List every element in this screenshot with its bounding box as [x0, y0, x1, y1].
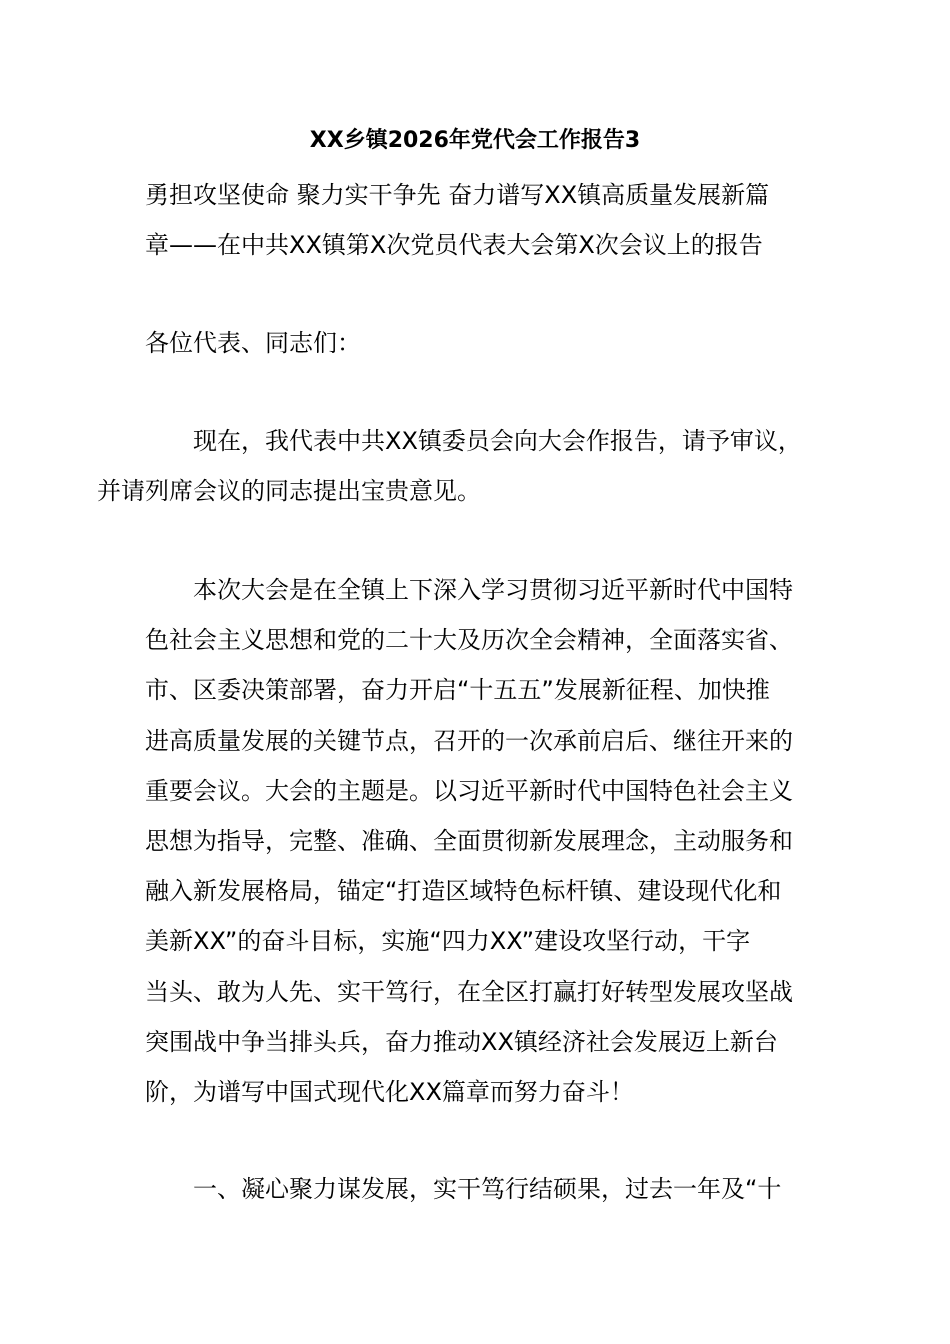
section-heading-1 — [145, 1164, 815, 1214]
paragraph-line: 色社会主义思想和党的二十大及历次全会精神，全面落实省、 — [145, 626, 793, 655]
paragraph-line: 阶，为谱写中国式现代化XX篇章而努力奋斗！ — [145, 1078, 634, 1107]
paragraph-line: 进高质量发展的关键节点，召开的一次承前启后、继往开来的 — [145, 726, 793, 755]
paragraph-line: 一、凝心聚力谋发展，实干笃行结硕果，过去一年及“十 — [193, 1175, 782, 1203]
paragraph-line: 并请列席会议的同志提出宝贵意见。 — [97, 477, 481, 506]
paragraph-line: 美新XX”的奋斗目标，实施“四力XX”建设攻坚行动，干字 — [145, 927, 751, 956]
paragraph-line: 思想为指导，完整、准确、全面贯彻新发展理念，主动服务和 — [145, 827, 793, 856]
document-title: XX乡镇2026年党代会工作报告3 — [309, 128, 641, 153]
paragraph-line: 本次大会是在全镇上下深入学习贯彻习近平新时代中国特 — [193, 576, 793, 604]
paragraph-theme — [145, 565, 815, 1117]
paragraph-line: 市、区委决策部署，奋力开启“十五五”发展新征程、加快推 — [145, 676, 770, 705]
paragraph-line: 突围战中争当排头兵，奋力推动XX镇经济社会发展迈上新台 — [145, 1027, 778, 1056]
subtitle-line: 勇担攻坚使命 聚力实干争先 奋力谱写XX镇高质量发展新篇 — [145, 181, 770, 209]
subtitle-line: 章——在中共XX镇第X次党员代表大会第X次会议上的报告 — [145, 231, 763, 259]
paragraph-line: 融入新发展格局，锚定“打造区域特色标杆镇、建设现代化和 — [145, 877, 782, 906]
paragraph-line: 重要会议。大会的主题是。以习近平新时代中国特色社会主义 — [145, 776, 793, 805]
paragraph-intro — [97, 416, 815, 516]
paragraph-line: 当头、敢为人先、实干笃行，在全区打赢打好转型发展攻坚战 — [145, 977, 793, 1006]
salutation: 各位代表、同志们： — [145, 329, 361, 357]
paragraph-line: 现在，我代表中共XX镇委员会向大会作报告，请予审议， — [193, 427, 802, 455]
document-subtitle — [145, 170, 815, 270]
